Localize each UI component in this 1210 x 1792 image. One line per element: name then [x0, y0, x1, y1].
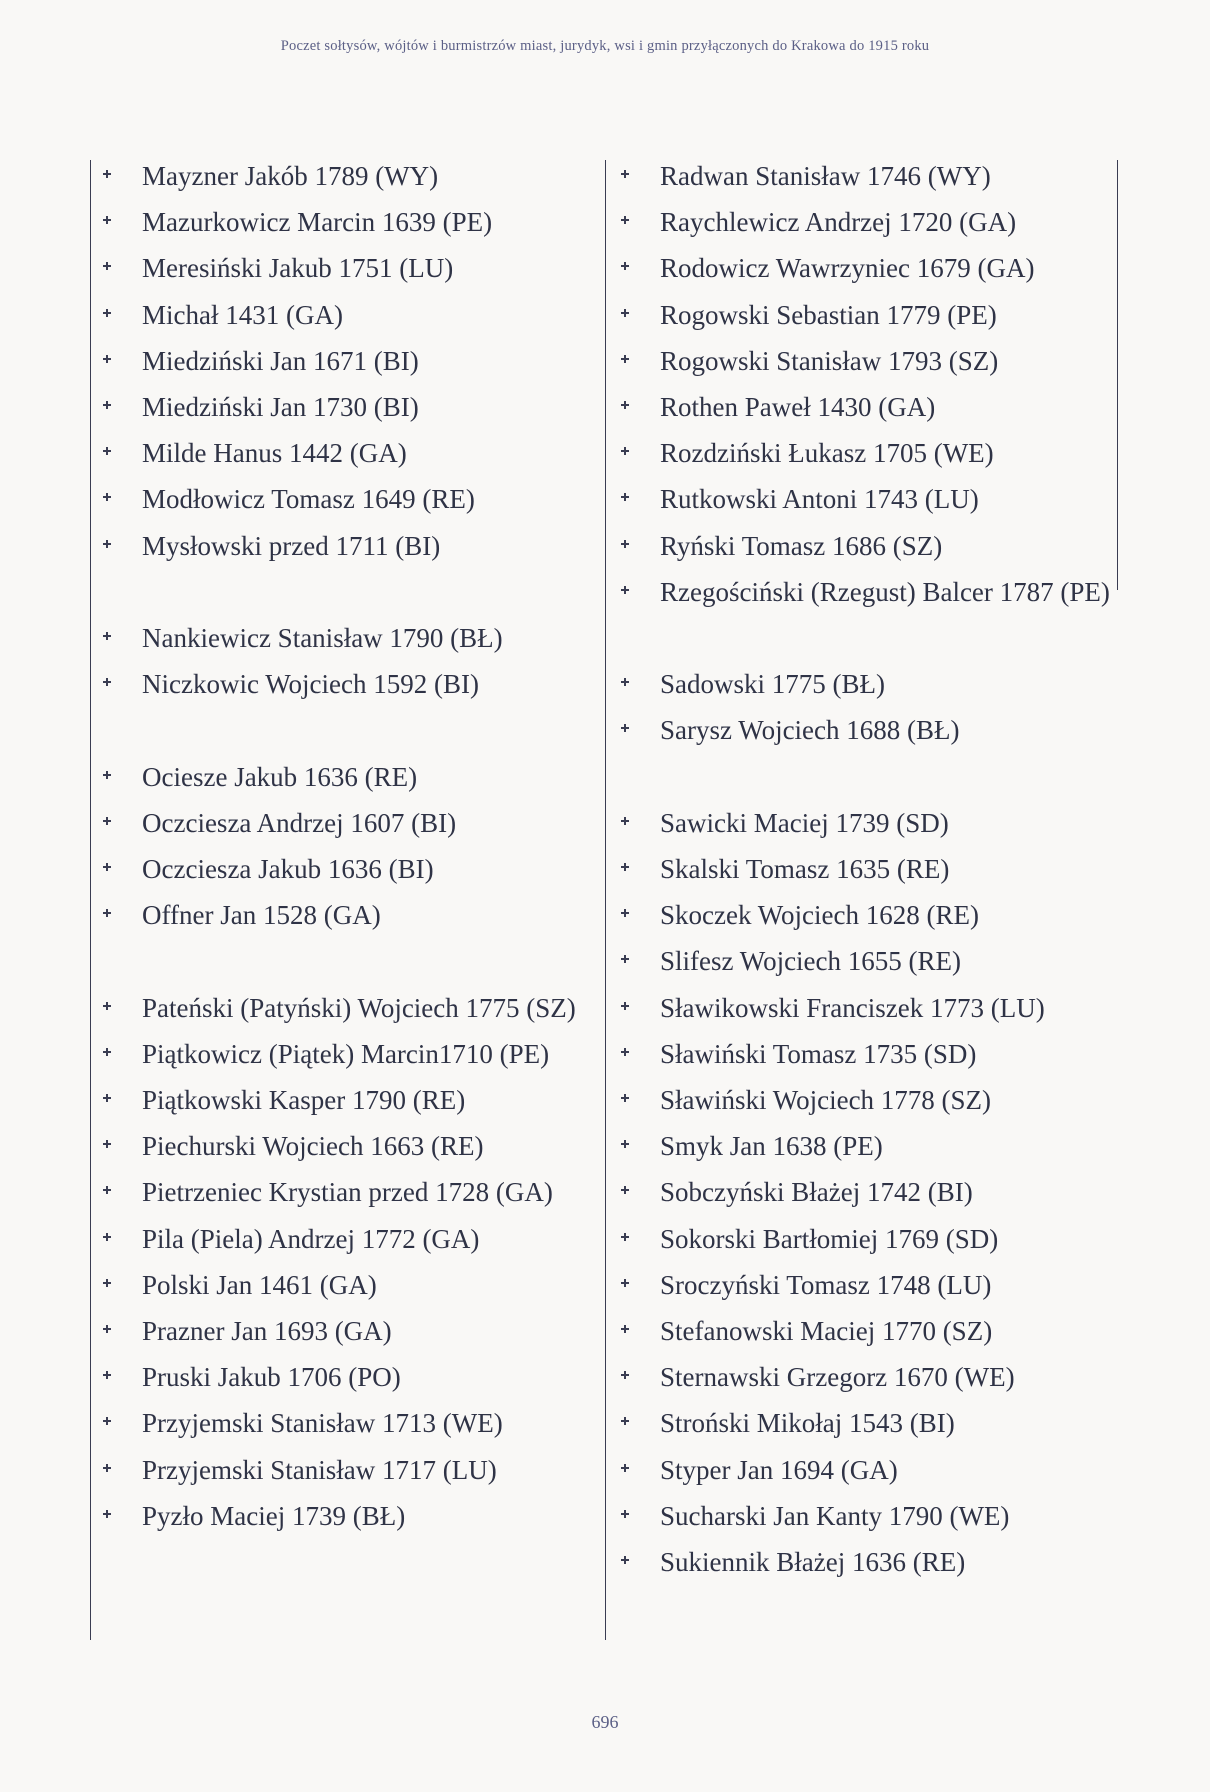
bullet-icon	[103, 1140, 111, 1148]
entry-text: Modłowicz Tomasz 1649 (RE)	[142, 484, 475, 515]
bullet-icon	[621, 817, 629, 825]
list-item	[618, 476, 1113, 522]
entry-text: Meresiński Jakub 1751 (LU)	[142, 253, 454, 284]
bullet-icon	[621, 1048, 629, 1056]
list-item	[100, 892, 595, 938]
entry-text: Rutkowski Antoni 1743 (LU)	[660, 484, 979, 515]
entry-text: Pateński (Patyński) Wojciech 1775 (SZ)	[142, 992, 576, 1023]
bullet-icon	[103, 1464, 111, 1472]
list-item	[618, 1354, 1113, 1400]
entry-text: Sroczyński Tomasz 1748 (LU)	[660, 1269, 992, 1300]
entry-text: Skalski Tomasz 1635 (RE)	[660, 854, 950, 885]
list-item	[100, 800, 595, 846]
list-item	[618, 1539, 1113, 1585]
bullet-icon	[103, 262, 111, 270]
bullet-icon	[621, 262, 629, 270]
page-number: 696	[591, 1712, 619, 1732]
list-item	[618, 1031, 1113, 1077]
list-item	[100, 1493, 595, 1539]
bullet-icon	[103, 1048, 111, 1056]
list-item	[618, 569, 1113, 615]
entry-text: Radwan Stanisław 1746 (WY)	[660, 161, 991, 191]
list-item	[100, 1123, 595, 1169]
bullet-icon	[621, 540, 629, 548]
entry-text: Pyzło Maciej 1739 (BŁ)	[142, 1500, 406, 1531]
list-item	[100, 384, 595, 430]
running-header: Poczet sołtysów, wójtów i burmistrzów miast, jurydyk, wsi i gmin przyłączonych do Krakowa do 1915 roku	[280, 38, 930, 54]
entry-text: Sokorski Bartłomiej 1769 (SD)	[660, 1223, 999, 1254]
column-rule-left	[90, 160, 91, 1640]
list-item	[100, 985, 595, 1031]
bullet-icon	[621, 1325, 629, 1333]
entry-text: Przyjemski Stanisław 1713 (WE)	[142, 1408, 503, 1439]
bullet-icon	[103, 1279, 111, 1287]
bullet-icon	[621, 955, 629, 963]
list-item	[618, 1123, 1113, 1169]
entry-text: Offner Jan 1528 (GA)	[142, 900, 381, 931]
bullet-icon	[621, 1279, 629, 1287]
bullet-icon	[621, 863, 629, 871]
entry-text: Smyk Jan 1638 (PE)	[660, 1131, 883, 1162]
bullet-icon	[103, 1233, 111, 1241]
entry-text: Piechurski Wojciech 1663 (RE)	[142, 1131, 484, 1162]
list-item	[100, 1262, 595, 1308]
list-item	[100, 153, 595, 199]
entry-text: Sarysz Wojciech 1688 (BŁ)	[660, 715, 960, 746]
bullet-icon	[621, 1510, 629, 1518]
entry-text: Ociesze Jakub 1636 (RE)	[142, 761, 418, 792]
bullet-icon	[103, 1325, 111, 1333]
list-item	[618, 938, 1113, 984]
list-item	[618, 846, 1113, 892]
entry-text: Nankiewicz Stanisław 1790 (BŁ)	[142, 623, 503, 654]
list-item	[100, 846, 595, 892]
bullet-icon	[621, 1186, 629, 1194]
bullet-icon	[621, 1002, 629, 1010]
entry-text: Polski Jan 1461 (GA)	[142, 1269, 377, 1300]
entry-text: Oczciesza Jakub 1636 (BI)	[142, 854, 434, 885]
bullet-icon	[103, 401, 111, 409]
list-item	[100, 615, 595, 661]
list-item	[618, 707, 1113, 753]
entry-text: Sadowski 1775 (BŁ)	[660, 669, 885, 700]
bullet-icon	[621, 1094, 629, 1102]
column-rule-middle	[605, 160, 606, 1640]
list-item	[100, 523, 595, 569]
list-item	[100, 338, 595, 384]
bullet-icon	[621, 1556, 629, 1564]
bullet-icon	[621, 309, 629, 317]
entry-text: Slifesz Wojciech 1655 (RE)	[660, 946, 962, 977]
bullet-icon	[621, 216, 629, 224]
entry-text: Przyjemski Stanisław 1717 (LU)	[142, 1454, 497, 1485]
list-item	[618, 1077, 1113, 1123]
entry-text: Oczciesza Andrzej 1607 (BI)	[142, 807, 457, 838]
list-item	[100, 1308, 595, 1354]
bullet-icon	[103, 216, 111, 224]
entry-text: Sawicki Maciej 1739 (SD)	[660, 807, 949, 838]
entry-text: Sławiński Wojciech 1778 (SZ)	[660, 1085, 992, 1116]
entry-text: Pietrzeniec Krystian przed 1728 (GA)	[142, 1177, 553, 1208]
entry-text: Sukiennik Błażej 1636 (RE)	[660, 1547, 966, 1578]
list-item	[618, 430, 1113, 476]
entry-text: Styper Jan 1694 (GA)	[660, 1454, 898, 1485]
bullet-icon	[621, 170, 629, 178]
list-item	[100, 1031, 595, 1077]
entry-text: Stefanowski Maciej 1770 (SZ)	[660, 1316, 993, 1347]
list-item	[100, 199, 595, 245]
list-item	[100, 245, 595, 291]
entry-text: Piątkowicz (Piątek) Marcin1710 (PE)	[142, 1038, 550, 1069]
list-item	[100, 661, 595, 707]
bullet-icon	[103, 1371, 111, 1379]
entry-text: Stroński Mikołaj 1543 (BI)	[660, 1408, 955, 1439]
list-item	[100, 292, 595, 338]
list-item	[618, 1216, 1113, 1262]
entry-text: Milde Hanus 1442 (GA)	[142, 438, 407, 469]
entry-text: Piątkowski Kasper 1790 (RE)	[142, 1085, 466, 1116]
bullet-icon	[103, 1186, 111, 1194]
bullet-icon	[103, 1510, 111, 1518]
bullet-icon	[621, 586, 629, 594]
entry-text: Niczkowic Wojciech 1592 (BI)	[142, 669, 479, 700]
entry-text: Mayzner Jakób 1789 (WY)	[142, 161, 439, 191]
list-item	[618, 1262, 1113, 1308]
list-item	[618, 245, 1113, 291]
list-item	[100, 430, 595, 476]
bullet-icon	[621, 1233, 629, 1241]
bullet-icon	[103, 1002, 111, 1010]
bullet-icon	[621, 493, 629, 501]
bullet-icon	[103, 909, 111, 917]
list-item	[618, 338, 1113, 384]
list-item	[618, 1169, 1113, 1215]
list-item	[100, 476, 595, 522]
list-item	[618, 892, 1113, 938]
entry-text: Miedziński Jan 1671 (BI)	[142, 345, 419, 376]
entry-text: Sławiński Tomasz 1735 (SD)	[660, 1038, 977, 1069]
list-item	[618, 800, 1113, 846]
list-item	[618, 985, 1113, 1031]
entry-text: Pila (Piela) Andrzej 1772 (GA)	[142, 1223, 480, 1254]
bullet-icon	[103, 863, 111, 871]
entry-text: Rogowski Stanisław 1793 (SZ)	[660, 345, 999, 376]
bullet-icon	[103, 771, 111, 779]
bullet-icon	[103, 632, 111, 640]
entry-text: Mazurkowicz Marcin 1639 (PE)	[142, 207, 493, 238]
bullet-icon	[103, 817, 111, 825]
entry-text: Skoczek Wojciech 1628 (RE)	[660, 900, 979, 931]
entry-text: Rogowski Sebastian 1779 (PE)	[660, 299, 997, 330]
list-item	[618, 292, 1113, 338]
bullet-icon	[103, 355, 111, 363]
list-item	[618, 384, 1113, 430]
list-item	[618, 199, 1113, 245]
list-item	[618, 153, 1113, 199]
bullet-icon	[621, 1140, 629, 1148]
list-item	[618, 523, 1113, 569]
list-item	[100, 1077, 595, 1123]
list-item	[100, 1169, 595, 1215]
bullet-icon	[103, 1094, 111, 1102]
bullet-icon	[621, 1417, 629, 1425]
bullet-icon	[103, 1417, 111, 1425]
bullet-icon	[621, 401, 629, 409]
entry-text: Mysłowski przed 1711 (BI)	[142, 530, 441, 561]
entry-text: Michał 1431 (GA)	[142, 299, 343, 330]
entry-text: Pruski Jakub 1706 (PO)	[142, 1362, 401, 1393]
bullet-icon	[621, 678, 629, 686]
column-rule-right	[1117, 160, 1118, 590]
left-column-list	[100, 153, 595, 1539]
bullet-icon	[621, 1371, 629, 1379]
list-item	[100, 1400, 595, 1446]
entry-text: Sucharski Jan Kanty 1790 (WE)	[660, 1500, 1010, 1531]
list-item	[618, 1493, 1113, 1539]
entry-text: Miedziński Jan 1730 (BI)	[142, 392, 419, 423]
bullet-icon	[103, 309, 111, 317]
list-item	[100, 1354, 595, 1400]
entry-text: Sobczyński Błażej 1742 (BI)	[660, 1177, 973, 1208]
entry-text: Rothen Paweł 1430 (GA)	[660, 392, 936, 423]
entry-text: Rzegościński (Rzegust) Balcer 1787 (PE)	[660, 576, 1110, 607]
bullet-icon	[621, 355, 629, 363]
list-item	[618, 1447, 1113, 1493]
list-item	[618, 1308, 1113, 1354]
entry-text: Rozdziński Łukasz 1705 (WE)	[660, 438, 994, 469]
entry-text: Sternawski Grzegorz 1670 (WE)	[660, 1362, 1015, 1393]
entry-text: Rodowicz Wawrzyniec 1679 (GA)	[660, 253, 1035, 284]
entry-text: Raychlewicz Andrzej 1720 (GA)	[660, 207, 1017, 238]
list-item	[618, 661, 1113, 707]
bullet-icon	[103, 493, 111, 501]
bullet-icon	[621, 1464, 629, 1472]
bullet-icon	[621, 724, 629, 732]
bullet-icon	[103, 678, 111, 686]
bullet-icon	[103, 540, 111, 548]
list-item	[100, 1216, 595, 1262]
bullet-icon	[103, 447, 111, 455]
list-item	[618, 1400, 1113, 1446]
right-column-list	[618, 153, 1113, 1585]
list-item	[100, 1447, 595, 1493]
bullet-icon	[103, 170, 111, 178]
list-item	[100, 754, 595, 800]
entry-text: Sławikowski Franciszek 1773 (LU)	[660, 992, 1045, 1023]
entry-text: Prazner Jan 1693 (GA)	[142, 1316, 392, 1347]
bullet-icon	[621, 909, 629, 917]
bullet-icon	[621, 447, 629, 455]
entry-text: Ryński Tomasz 1686 (SZ)	[660, 530, 943, 561]
